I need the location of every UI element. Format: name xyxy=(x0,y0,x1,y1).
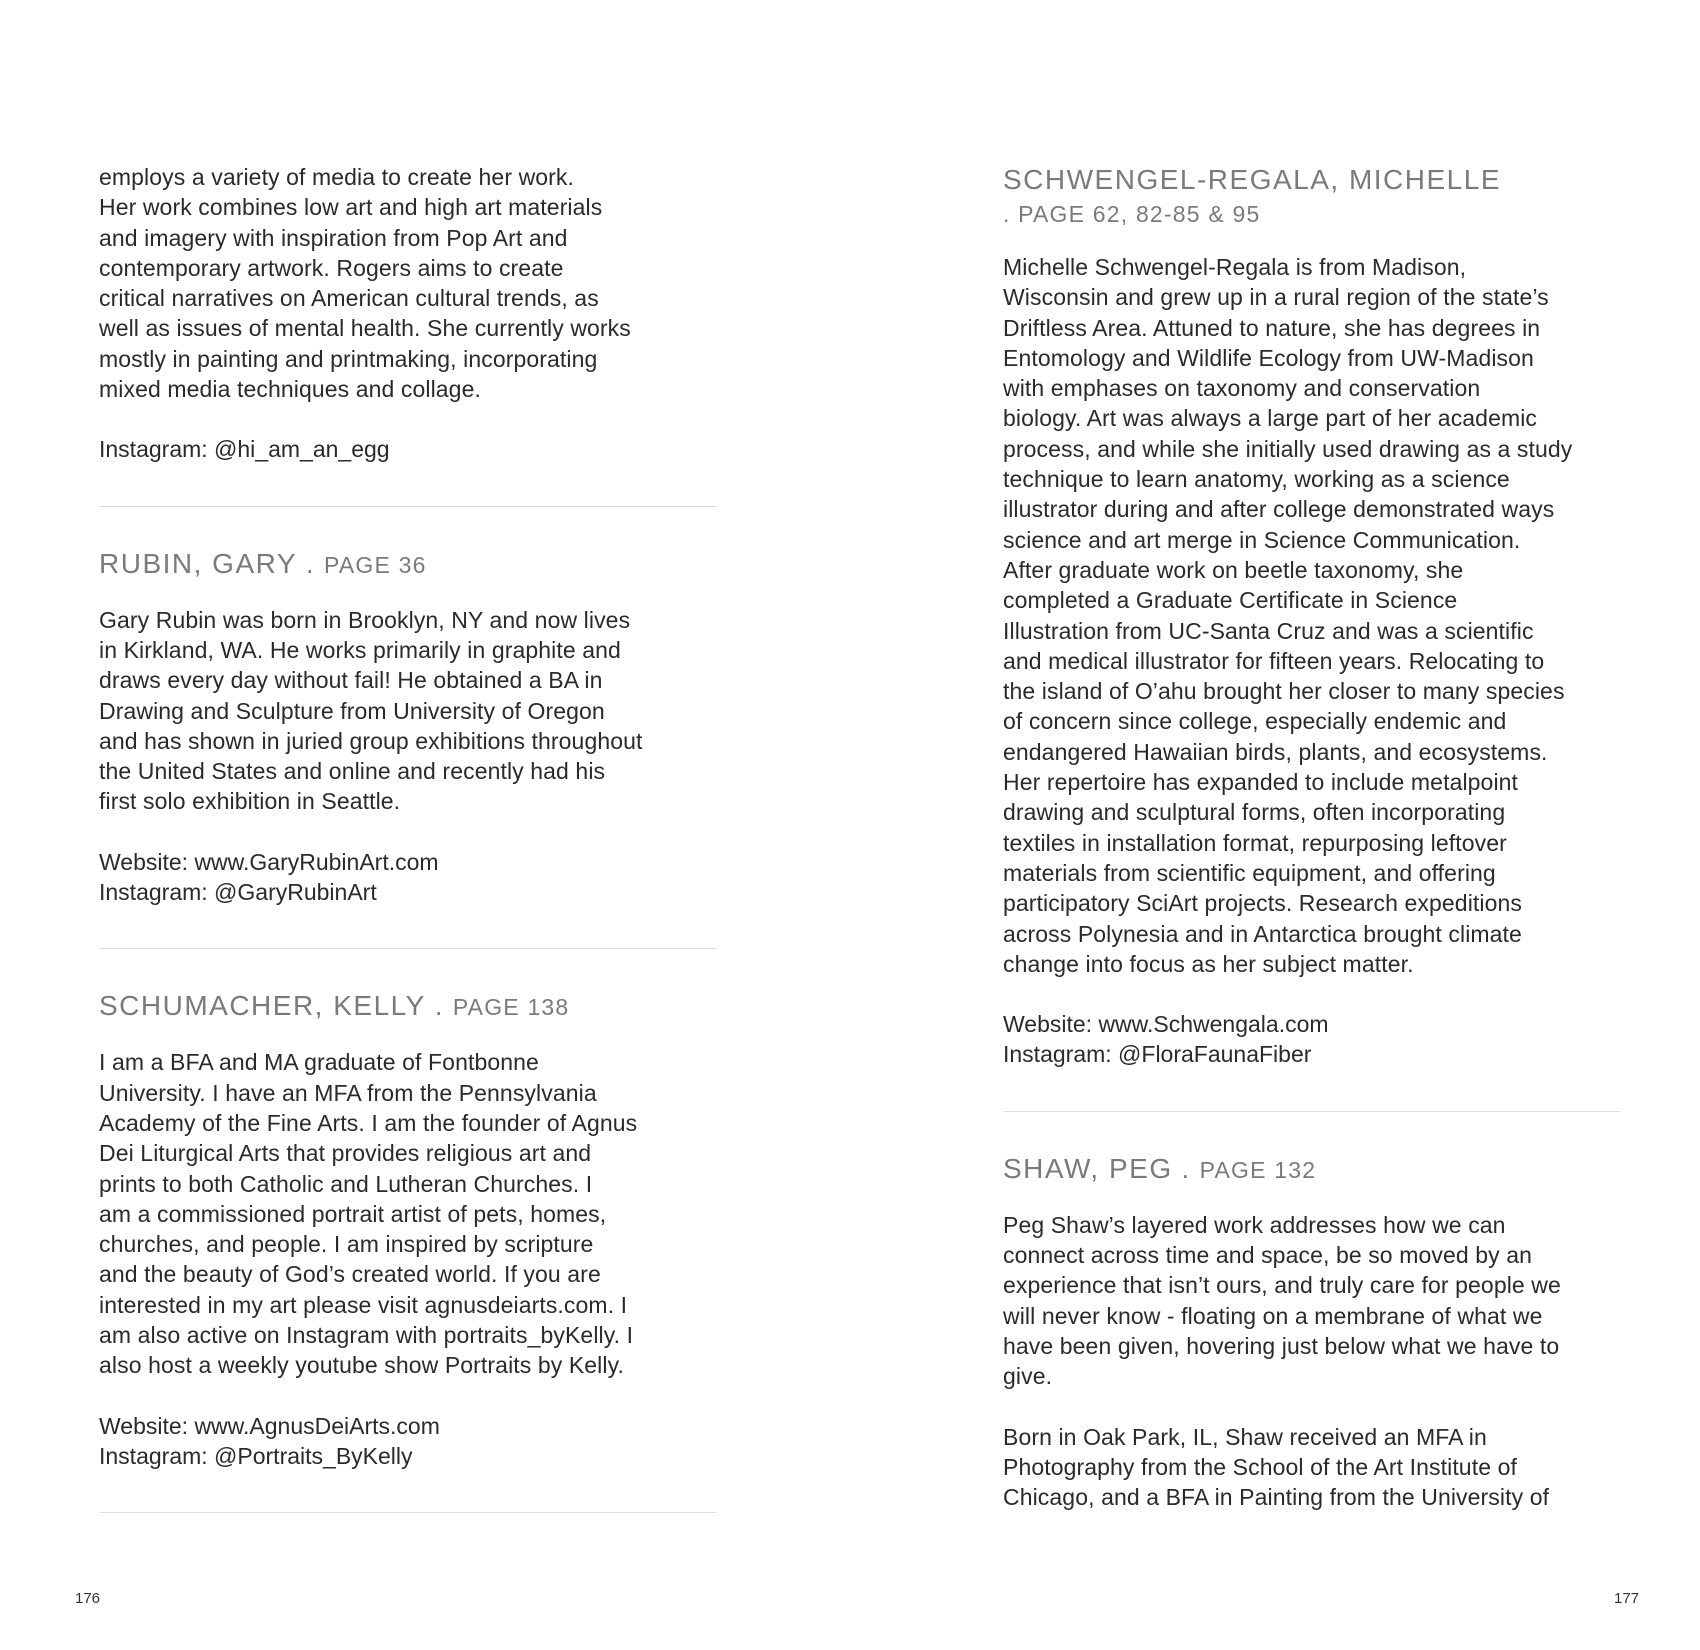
page-number-left: 176 xyxy=(75,1590,101,1607)
artist-bio: Michelle Schwengel-Regala is from Madison, Wisconsin and grew up in a rural region of the state’s Driftless Area. Attuned to nature, she has degrees in Entomology and Wildlife Ecology from UW-Madison with emphases on taxonomy and conservation biology. Art was always a large part of her academic process, and while she initially used drawing as a study technique to learn anatomy, working as a science illustrator during and after college demonstrated ways science and art merge in Science Communication. After graduate work on beetle taxonomy, she completed a Graduate Certificate in Science Illustration from UC-Santa Cruz and was a scientific and medical illustrator for fifteen years. Relocating to the island of O’ahu brought her closer to many species of concern since college, especially endemic and endangered Hawaiian birds, plants, and ecosystems. Her repertoire has expanded to include metalpoint drawing and sculptural forms, often incorporating textiles in installation format, repurposing leftover materials from scientific equipment, and offering participatory SciArt projects. Research expeditions across Polynesia and in Antarctica brought climate change into focus as her subject matter. xyxy=(1003,254,1573,977)
page-number-right: 177 xyxy=(1614,1590,1640,1607)
heading-separator: . xyxy=(1172,1153,1200,1184)
artist-heading xyxy=(1003,162,1621,198)
artist-name: SCHWENGEL-REGALA, MICHELLE xyxy=(1003,164,1501,195)
artist-heading xyxy=(99,546,717,583)
artist-entry-rubin xyxy=(99,546,717,908)
page-reference: PAGE 132 xyxy=(1199,1156,1317,1183)
artist-name: RUBIN, GARY xyxy=(99,547,298,579)
artist-entry-shaw xyxy=(1003,1151,1621,1513)
artist-entry-schumacher xyxy=(99,988,717,1471)
artist-heading xyxy=(99,988,717,1025)
instagram-handle: Instagram: @Portraits_ByKelly xyxy=(99,1442,413,1469)
artist-bio: I am a BFA and MA graduate of Fontbonne University. I have an MFA from the Pennsylvania Academy of the Fine Arts. I am the founder of Agnus Dei Liturgical Arts that provides religious art and prints to both Catholic and Lutheran Churches. I am a commissioned portrait artist of pets, homes, churches, and people. I am inspired by scripture and the beauty of God’s created world. If you are interested in my art please visit agnusdeiarts.com. I am also active on Instagram with portraits_byKelly. I also host a weekly youtube show Portraits by Kelly. xyxy=(99,1049,638,1379)
artist-bio: employs a variety of media to create her work. Her work combines low art and high art materials and imagery with inspiration from Pop Art and contemporary artwork. Rogers aims to create critical narratives on American cultural trends, as well as issues of mental health. She currently works mostly in painting and printmaking, incorporating mixed media techniques and collage. xyxy=(99,164,631,403)
website-link: Website: www.Schwengala.com xyxy=(1003,1011,1329,1038)
instagram-handle: Instagram: @hi_am_an_egg xyxy=(99,436,390,463)
artist-bio: Gary Rubin was born in Brooklyn, NY and now lives in Kirkland, WA. He works primarily in graphite and draws every day without fail! He obtained a BA in Drawing and Sculpture from University of Oregon and has shown in juried group exhibitions throughout the United States and online and recently had his first solo exhibition in Seattle. xyxy=(99,606,643,815)
artist-entry-continued xyxy=(99,162,717,465)
page-reference: PAGE 138 xyxy=(452,994,570,1021)
page-reference: PAGE 36 xyxy=(324,551,427,578)
artist-name: SHAW, PEG xyxy=(1003,1152,1173,1184)
website-link: Website: www.GaryRubinArt.com xyxy=(99,848,439,875)
instagram-handle: Instagram: @GaryRubinArt xyxy=(99,879,377,906)
section-divider xyxy=(1003,1111,1621,1112)
artist-entry-schwengel-regala xyxy=(1003,162,1621,1070)
artist-heading xyxy=(1003,1151,1621,1188)
artist-name: SCHUMACHER, KELLY xyxy=(99,990,426,1022)
website-link: Website: www.AgnusDeiArts.com xyxy=(99,1412,440,1439)
left-page-column xyxy=(99,162,717,1552)
section-divider xyxy=(99,506,717,507)
section-divider xyxy=(99,948,717,949)
artist-bio-continued: Born in Oak Park, IL, Shaw received an MFA in Photography from the School of the Art Institute of Chicago, and a BFA in Painting from the University of xyxy=(1003,1423,1550,1511)
instagram-handle: Instagram: @FloraFaunaFiber xyxy=(1003,1041,1312,1068)
heading-separator: . xyxy=(297,548,325,579)
right-page-column xyxy=(1003,162,1621,1512)
page-reference: . PAGE 62, 82-85 & 95 xyxy=(1003,201,1261,227)
heading-separator: . xyxy=(425,991,453,1022)
section-divider xyxy=(99,1512,717,1513)
artist-bio: Peg Shaw’s layered work addresses how we can connect across time and space, be so moved by an experience that isn’t ours, and truly care for people we will never know - floating on a membrane of what we have been given, hovering just below what we have to give. xyxy=(1003,1211,1561,1390)
